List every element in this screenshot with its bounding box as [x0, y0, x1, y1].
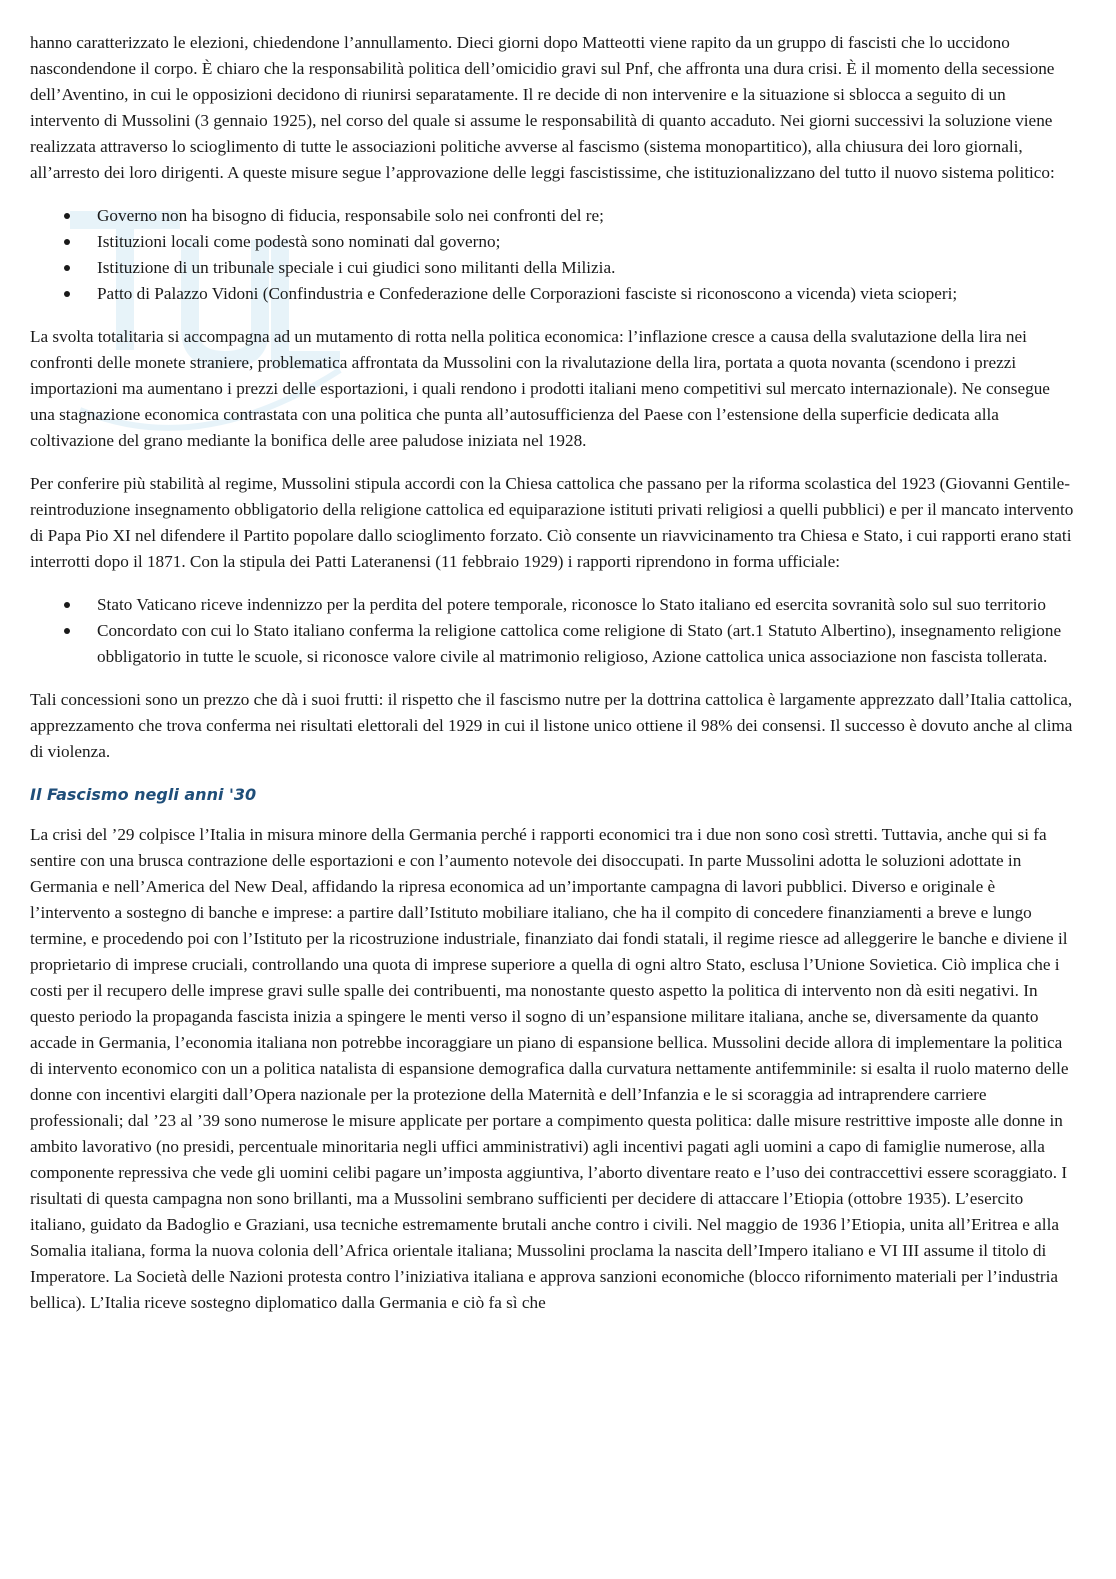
- list-item: Patto di Palazzo Vidoni (Confindustria e Confederazione delle Corporazioni fasciste si riconoscono a vicenda) vieta scioperi;: [97, 281, 1076, 307]
- paragraph-politica-economica: La svolta totalitaria si accompagna ad un mutamento di rotta nella politica economica: l’inflazione cresce a causa della svalutazione della lira nei confronti delle monete straniere, problematica affrontata da Mussolini con la rivalutazione della lira, portata a quota novanta (scendono i prezzi importazioni ma aumentano i prezzi delle esportazioni, i quali rendono i prodotti italiani meno competitivi sul mercato internazionale). Ne consegue una stagnazione economica contrastata con una politica che punta all’autosufficienza del Paese con l’estensione della superficie dedicata alla coltivazione del grano mediante la bonifica delle aree paludose iniziata nel 1928.: [30, 327, 1050, 450]
- section-heading: Il Fascismo negli anni '30: [30, 785, 257, 804]
- list-leggi-fascistissime: [30, 203, 1076, 307]
- list-item: Stato Vaticano riceve indennizzo per la perdita del potere temporale, riconosce lo Stato italiano ed esercita sovranità solo sul suo territorio: [97, 592, 1076, 618]
- document-page: [30, 30, 1076, 1333]
- list-item: Governo non ha bisogno di fiducia, responsabile solo nei confronti del re;: [97, 203, 1076, 229]
- list-item: Istituzioni locali come podestà sono nominati dal governo;: [97, 229, 1076, 255]
- list-item: Concordato con cui lo Stato italiano conferma la religione cattolica come religione di Stato (art.1 Statuto Albertino), insegnamento religione obbligatorio in tutte le scuole, si riconosce valore civile al matrimonio religioso, Azione cattolica unica associazione non fascista tollerata.: [97, 618, 1076, 670]
- list-item: Istituzione di un tribunale speciale i cui giudici sono militanti della Milizia.: [97, 255, 1076, 281]
- paragraph-chiesa-cattolica: Per conferire più stabilità al regime, Mussolini stipula accordi con la Chiesa cattolica che passano per la riforma scolastica del 1923 (Giovanni Gentile-reintroduzione insegnamento obbligatorio della religione cattolica ed equiparazione istituti privati religiosi a quelli pubblici) e per il mancato intervento di Papa Pio XI nel difendere il Partito popolare dallo scioglimento forzato. Ciò consente un riavvicinamento tra Chiesa e Stato, i cui rapporti erano stati interrotti dopo il 1871. Con la stipula dei Patti Lateranensi (11 febbraio 1929) i rapporti riprendono in forma ufficiale:: [30, 474, 1074, 571]
- paragraph-anni-30: La crisi del ’29 colpisce l’Italia in misura minore della Germania perché i rapporti economici tra i due non sono così stretti. Tuttavia, anche qui si fa sentire con una brusca contrazione delle esportazioni e con l’aumento notevole dei disoccupati. In parte Mussolini adotta le soluzioni adottate in Germania e nell’America del New Deal, affidando la ripresa economica ad un’importante campagna di lavori pubblici. Diverso e originale è l’intervento a sostegno di banche e imprese: a partire dall’Istituto mobiliare italiano, che ha il compito di concedere finanziamenti a breve e lungo termine, e procedendo poi con l’Istituto per la ricostruzione industriale, finanziato dai fondi statali, il regime riesce ad alleggerire le banche e diviene il proprietario di imprese cruciali, controllando una quota di imprese superiore a quella di ogni altro Stato, esclusa l’Unione Sovietica. Ciò implica che i costi per il recupero delle imprese gravi sulle spalle dei contribuenti, ma nonostante questo aspetto la politica di intervento non dà esiti negativi. In questo periodo la propaganda fascista inizia a spingere le menti verso il sogno di un’espansione militare italiana, anche se, diversamente da quanto accade in Germania, l’economia italiana non potrebbe incoraggiare un piano di espansione bellica. Mussolini decide allora di implementare la politica di intervento economico con un a politica natalista di espansione demografica dalla curvatura nettamente antifemminile: si esalta il ruolo materno delle donne con incentivi elargiti dall’Opera nazionale per la protezione della Maternità e dell’Infanzia e le si scoraggia ad intraprendere carriere professionali; dal ’23 al ’39 sono numerose le misure applicate per portare a compimento questa politica: dalle misure restrittive imposte alle donne in ambito lavorativo (no presidi, percentuale minoritaria negli uffici amministrativi) agli incentivi pagati agli uomini a capo di famiglie numerose, alla componente repressiva che vede gli uomini celibi pagare un’imposta aggiuntiva, l’aborto diventare reato e l’uso dei contraccettivi essere scoraggiato. I risultati di questa campagna non sono brillanti, ma a Mussolini sembrano sufficienti per decidere di attaccare l’Etiopia (ottobre 1935). L’esercito italiano, guidato da Badoglio e Graziani, usa tecniche estremamente brutali anche contro i civili. Nel maggio de 1936 l’Etiopia, unita all’Eritrea e alla Somalia italiana, forma la nuova colonia dell’Africa orientale italiana; Mussolini proclama la nascita dell’Impero italiano e VI III assume il titolo di Imperatore. La Società delle Nazioni protesta contro l’iniziativa italiana e approva sanzioni economiche (blocco rifornimento materiali per l’industria bellica). L’Italia riceve sostegno diplomatico dalla Germania e ciò fa sì che: [30, 825, 1069, 1312]
- paragraph-concessioni: Tali concessioni sono un prezzo che dà i suoi frutti: il rispetto che il fascismo nutre per la dottrina cattolica è largamente apprezzato dall’Italia cattolica, apprezzamento che trova conferma nei risultati elettorali del 1929 in cui il listone unico ottiene il 98% dei consensi. Il successo è dovuto anche al clima di violenza.: [30, 690, 1073, 761]
- list-patti-lateranensi: [30, 592, 1076, 670]
- paragraph-aventino: hanno caratterizzato le elezioni, chiedendone l’annullamento. Dieci giorni dopo Matteotti viene rapito da un gruppo di fascisti che lo uccidono nascondendone il corpo. È chiaro che la responsabilità politica dell’omicidio gravi sul Pnf, che affronta una dura crisi. È il momento della secessione dell’Aventino, in cui le opposizioni decidono di riunirsi separatamente. Il re decide di non intervenire e la situazione si sblocca a seguito di un intervento di Mussolini (3 gennaio 1925), nel corso del quale si assume le responsabilità di quanto accaduto. Nei giorni successivi la soluzione viene realizzata attraverso lo scioglimento di tutte le associazioni politiche avverse al fascismo (sistema monopartitico), alla chiusura dei loro giornali, all’arresto dei loro dirigenti. A queste misure segue l’approvazione delle leggi fascistissime, che istituzionalizzano del tutto il nuovo sistema politico:: [30, 33, 1055, 182]
